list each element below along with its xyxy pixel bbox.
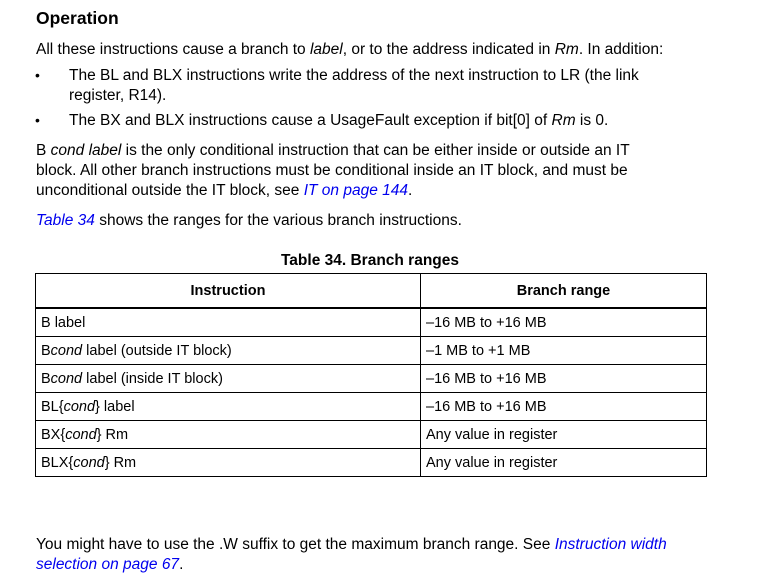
intro-paragraph: All these instructions cause a branch to label, or to the address indicated in Rm. In addition: (36, 41, 664, 58)
table-header-row (36, 274, 707, 309)
column-header-branch-range: Branch range (421, 274, 707, 309)
table-34-link[interactable]: Table 34 (36, 212, 95, 229)
bullet-item: The BL and BLX instructions write the address of the next instruction to LR (the link register, R14). (69, 67, 639, 104)
table-row (36, 365, 707, 393)
instruction-cell: BLX{cond} Rm (36, 449, 421, 477)
instruction-cell: Bcond label (inside IT block) (36, 365, 421, 393)
range-cell: –16 MB to +16 MB (421, 308, 707, 337)
range-cell: –1 MB to +1 MB (421, 337, 707, 365)
table-row (36, 337, 707, 365)
column-header-instruction: Instruction (36, 274, 421, 309)
range-cell: Any value in register (421, 449, 707, 477)
instruction-cell: B label (36, 308, 421, 337)
it-page-link[interactable]: IT on page 144 (303, 182, 408, 199)
range-cell: Any value in register (421, 421, 707, 449)
range-cell: –16 MB to +16 MB (421, 365, 707, 393)
table-row (36, 308, 707, 337)
footer-paragraph: You might have to use the .W suffix to get the maximum branch range. See Instruction width selection on page 67. (36, 536, 667, 573)
bullet-marker: • (35, 67, 40, 83)
section-heading: Operation (36, 8, 119, 28)
table-caption: Table 34. Branch ranges (280, 252, 460, 269)
instruction-width-link[interactable]: Instruction width (554, 536, 667, 553)
branch-ranges-table (35, 273, 707, 477)
range-cell: –16 MB to +16 MB (421, 393, 707, 421)
table-row (36, 421, 707, 449)
instruction-cell: Bcond label (outside IT block) (36, 337, 421, 365)
bullet-marker: • (35, 112, 40, 128)
table-row (36, 393, 707, 421)
table-row (36, 449, 707, 477)
instruction-cell: BX{cond} Rm (36, 421, 421, 449)
ranges-paragraph: Table 34 shows the ranges for the various branch instructions. (36, 212, 462, 229)
instruction-cell: BL{cond} label (36, 393, 421, 421)
conditional-paragraph: B cond label is the only conditional instruction that can be either inside or outside an IT block. All other branch instructions must be conditional inside an IT block, and must be unconditional outside the IT block, see IT on page 144. (36, 142, 630, 199)
instruction-width-link-continued[interactable]: selection on page 67 (36, 556, 180, 573)
bullet-item: The BX and BLX instructions cause a UsageFault exception if bit[0] of Rm is 0. (69, 112, 609, 129)
